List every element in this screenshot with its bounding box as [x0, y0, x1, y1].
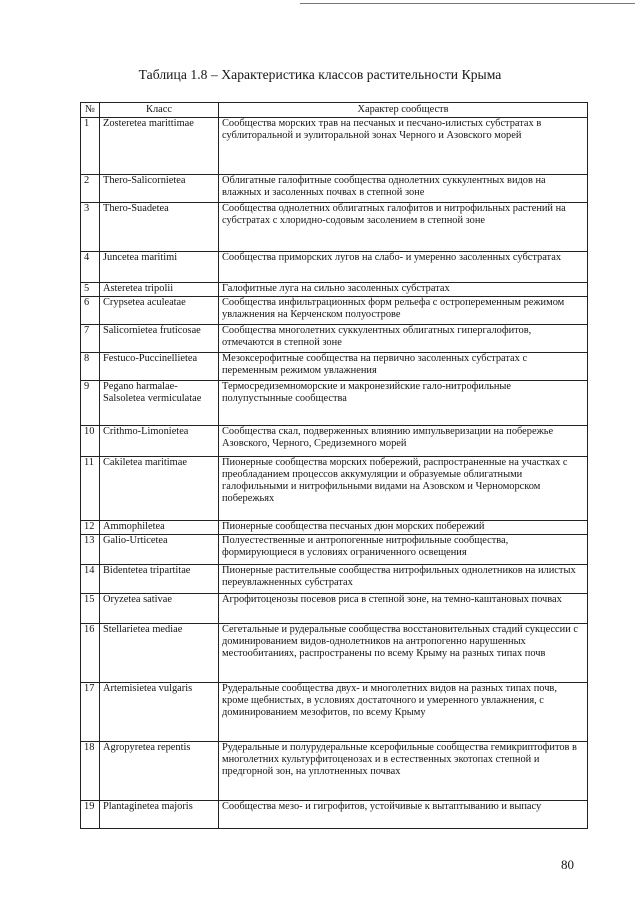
- row-number: 8: [81, 353, 100, 381]
- table-row: [81, 381, 588, 426]
- class-name: Crithmo-Limonietea: [100, 426, 219, 457]
- table-row: [81, 353, 588, 381]
- class-name: Galio-Urticetea: [100, 535, 219, 565]
- row-number: 3: [81, 203, 100, 252]
- row-number: 2: [81, 175, 100, 203]
- row-number: 4: [81, 252, 100, 283]
- table-row: [81, 683, 588, 742]
- class-description: Облигатные галофитные сообщества однолетних суккулентных видов на влажных и засоленных почвах в степной зоне: [219, 175, 588, 203]
- table-row: [81, 742, 588, 801]
- class-name: Cakiletea maritimae: [100, 457, 219, 521]
- table-body: [81, 118, 588, 829]
- row-number: 16: [81, 624, 100, 683]
- class-description: Полуестественные и антропогенные нитрофильные сообщества, формирующиеся в условиях ограниченного освещения: [219, 535, 588, 565]
- row-number: 6: [81, 297, 100, 325]
- class-name: Festuco-Puccinellietea: [100, 353, 219, 381]
- class-description: Пионерные сообщества песчаных дюн морских побережий: [219, 521, 588, 535]
- table-row: [81, 252, 588, 283]
- class-description: Рудеральные и полурудеральные ксерофильные сообщества гемикриптофитов в многолетних культурфитоценозах и в естественных экотопах степной и предгорной зон, на уплотненных почвах: [219, 742, 588, 801]
- class-description: Термосредиземноморские и макронезийские гало-нитрофильные полупустынные сообщества: [219, 381, 588, 426]
- class-name: Plantaginetea majoris: [100, 801, 219, 829]
- table-row: [81, 118, 588, 175]
- table-row: [81, 457, 588, 521]
- class-description: Сообщества приморских лугов на слабо- и умеренно засоленных субстратах: [219, 252, 588, 283]
- class-name: Artemisietea vulgaris: [100, 683, 219, 742]
- table-row: [81, 535, 588, 565]
- table-caption: Таблица 1.8 – Характеристика классов растительности Крыма: [138, 67, 502, 82]
- table-row: [81, 203, 588, 252]
- table-header-row: [81, 103, 588, 118]
- row-number: 1: [81, 118, 100, 175]
- class-name: Agropyretea repentis: [100, 742, 219, 801]
- row-number: 14: [81, 565, 100, 594]
- header-num: №: [81, 103, 100, 118]
- row-number: 18: [81, 742, 100, 801]
- class-description: Сообщества однолетних облигатных галофитов и нитрофильных растений на субстратах с хлоридно-содовым засолением в степной зоне: [219, 203, 588, 252]
- table-row: [81, 594, 588, 624]
- class-description: Агрофитоценозы посевов риса в степной зоне, на темно-каштановых почвах: [219, 594, 588, 624]
- table-row: [81, 426, 588, 457]
- table-row: [81, 565, 588, 594]
- class-description: Сегетальные и рудеральные сообщества восстановительных стадий сукцессии с доминированием видов-однолетников на антропогенно нарушенных местообитаниях, распространены по всему Крыму на разных типах почв: [219, 624, 588, 683]
- class-name: Bidentetea tripartitae: [100, 565, 219, 594]
- class-description: Сообщества инфильтрационных форм рельефа с остропеременным режимом увлажнения на Керченском полуострове: [219, 297, 588, 325]
- class-name: Oryzetea sativae: [100, 594, 219, 624]
- table-row: [81, 521, 588, 535]
- table-row: [81, 325, 588, 353]
- top-rule: [300, 3, 635, 4]
- row-number: 11: [81, 457, 100, 521]
- class-description: Мезоксерофитные сообщества на первично засоленных субстратах с переменным режимом увлажнения: [219, 353, 588, 381]
- class-name: Thero-Salicornietea: [100, 175, 219, 203]
- row-number: 12: [81, 521, 100, 535]
- table-row: [81, 175, 588, 203]
- class-description: Пионерные растительные сообщества нитрофильных однолетников на илистых переувлажненных субстратах: [219, 565, 588, 594]
- vegetation-classes-table: [80, 102, 588, 829]
- class-description: Сообщества скал, подверженных влиянию импульверизации на побережье Азовского, Черного, Средиземного морей: [219, 426, 588, 457]
- row-number: 15: [81, 594, 100, 624]
- class-name: Crypsetea aculeatae: [100, 297, 219, 325]
- class-description: Рудеральные сообщества двух- и многолетних видов на разных типах почв, кроме щебнистых, в условиях достаточного и умеренного увлажнения, с доминированием мезофитов, по всему Крыму: [219, 683, 588, 742]
- row-number: 17: [81, 683, 100, 742]
- header-class: Класс: [100, 103, 219, 118]
- table-row: [81, 283, 588, 297]
- row-number: 19: [81, 801, 100, 829]
- table-row: [81, 624, 588, 683]
- row-number: 9: [81, 381, 100, 426]
- class-description: Сообщества многолетних суккулентных облигатных гипергалофитов, отмечаются в степной зоне: [219, 325, 588, 353]
- table-row: [81, 801, 588, 829]
- class-name: Juncetea maritimi: [100, 252, 219, 283]
- row-number: 5: [81, 283, 100, 297]
- class-name: Stellarietea mediae: [100, 624, 219, 683]
- class-name: Asteretea tripolii: [100, 283, 219, 297]
- class-name: Zosteretea marittimae: [100, 118, 219, 175]
- row-number: 13: [81, 535, 100, 565]
- class-description: Сообщества морских трав на песчаных и песчано-илистых субстратах в сублиторальной и эулиторальной зонах Черного и Азовского морей: [219, 118, 588, 175]
- row-number: 10: [81, 426, 100, 457]
- header-description: Характер сообществ: [219, 103, 588, 118]
- class-name: Pegano harmalae-Salsoletea vermiculatae: [100, 381, 219, 426]
- class-description: Галофитные луга на сильно засоленных субстратах: [219, 283, 588, 297]
- class-name: Ammophiletea: [100, 521, 219, 535]
- class-name: Salicornietea fruticosae: [100, 325, 219, 353]
- page-number: 80: [561, 857, 574, 872]
- row-number: 7: [81, 325, 100, 353]
- class-description: Сообщества мезо- и гигрофитов, устойчивые к вытаптыванию и выпасу: [219, 801, 588, 829]
- table-row: [81, 297, 588, 325]
- class-description: Пионерные сообщества морских побережий, распространенные на участках с преобладанием процессов аккумуляции и образуемые облигатными галофильными и нитрофильными видами на Азовском и Черноморском побережьях: [219, 457, 588, 521]
- class-name: Thero-Suadetea: [100, 203, 219, 252]
